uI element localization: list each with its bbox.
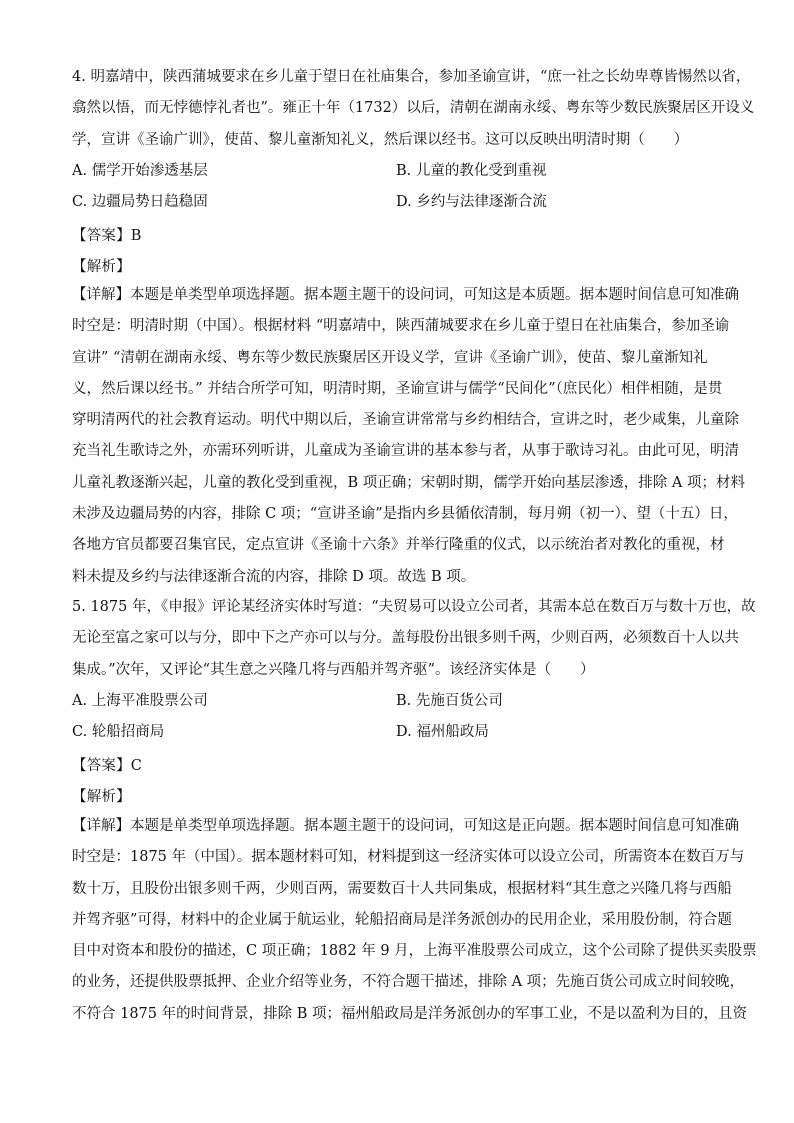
stem-line: 5. 1875 年，《申报》评论某经济实体时写道：“夫贸易可以设立公司者，其需本总在数百万与数十万也，故 [72,599,756,615]
question-4-answer: 【答案】B [72,228,142,244]
stem-line: 集成。”次年，又评论“其生意之兴隆几将与西船并驾齐驱”。该经济实体是（ ） [72,661,595,678]
analysis-line: 宣讲” “清朝在湖南永绥、粤东等少数民族聚居区开设义学，宣讲《圣谕广训》，使苗、黎儿童渐知礼 [72,349,708,366]
question-4-analysis-label: 【解析】 [72,259,131,275]
analysis-line: 并驾齐驱”可得，材料中的企业属于航运业，轮船招商局是洋务派创办的民用企业，采用股份制，符合题 [72,911,732,928]
option-c: C. 轮船招商局 [72,724,165,740]
question-5-analysis [72,811,757,1030]
analysis-line: 不符合 1875 年的时间背景，排除 B 项；福州船政局是洋务派创办的军事工业，不是以盈利为目的，且资 [72,1005,747,1022]
analysis-line: 时空是：1875 年（中国）。据本题材料可知，材料提到这一经济实体可以设立公司，所需资本在数百万与 [72,849,745,866]
analysis-line: 的业务，还提供股票抵押、企业介绍等业务，不符合题干描述，排除 A 项；先施百货公司成立时间较晚， [72,974,745,991]
question-4-stem [72,62,755,156]
option-b: B. 儿童的教化受到重视 [396,163,547,179]
question-5-stem [72,592,756,686]
question-4-options-row-1 [72,156,732,186]
question-5-answer: 【答案】C [72,758,143,774]
analysis-line: 穿明清两代的社会教育运动。明代中期以后，圣谕宣讲常常与乡约相结合，宣讲之时，老少咸集，儿童除 [72,412,739,429]
analysis-line: 数十万，且股份出银多则千两，少则百两，需要数百十人共同集成，根据材料“其生意之兴隆几将与西船 [72,880,732,897]
analysis-line: 儿童礼教逐渐兴起，儿童的教化受到重视，B 项正确；宋朝时期，儒学开始向基层渗透，排除 A 项；材料 [72,474,745,491]
option-a: A. 儒学开始渗透基层 [72,163,208,179]
analysis-line: 料未提及乡约与法律逐渐合流的内容，排除 D 项。故选 B 项。 [72,568,476,585]
analysis-line: 义，然后课以经书。” 并结合所学可知，明清时期，圣谕宣讲与儒学“民间化”（庶民化）相伴相随，是贯 [72,380,723,397]
option-c: C. 边疆局势日趋稳固 [72,194,208,210]
analysis-line: 目中对资本和股份的描述，C 项正确；1882 年 9 月，上海平准股票公司成立，这个公司除了提供买卖股票 [72,943,757,960]
option-d: D. 乡约与法律逐渐合流 [396,194,547,210]
question-4-analysis [72,280,745,593]
analysis-line: 【详解】本题是单类型单项选择题。据本题主题干的设问词，可知这是本质题。据本题时间信息可知准确 [72,287,739,303]
stem-line: 翕然以悟，而无悖德悖礼者也”。雍正十年（1732）以后，清朝在湖南永绥、粤东等少数民族聚居区开设义 [72,100,755,117]
question-5-options-row-1 [72,686,732,716]
stem-line: 无论至富之家可以与分，即中下之产亦可以与分。盖每股份出银多则千两，少则百两，必须数百十人以共 [72,630,739,647]
option-b: B. 先施百货公司 [396,693,503,709]
question-4-options-row-2 [72,187,732,217]
analysis-line: 时空是：明清时期（中国）。根据材料 “明嘉靖中，陕西蒲城要求在乡儿童于望日在社庙集合，参加圣谕 [72,318,730,335]
analysis-line: 【详解】本题是单类型单项选择题。据本题主题干的设问词，可知这是正向题。据本题时间信息可知准确 [72,818,739,834]
option-a: A. 上海平准股票公司 [72,693,208,709]
question-5-options-row-2 [72,717,732,747]
analysis-line: 未涉及边疆局势的内容，排除 C 项；“宣讲圣谕”是指内乡县循依清制，每月朔（初一）、望（十五）日， [72,506,738,523]
question-5-analysis-label: 【解析】 [72,789,131,805]
analysis-line: 各地方官员都要召集官民，定点宣讲《圣谕十六条》并举行隆重的仪式，以示统治者对教化的重视，材 [72,537,725,554]
analysis-line: 充当礼生歌诗之外，亦需环列听讲，儿童成为圣谕宣讲的基本参与者，从事于歌诗习礼。由此可见，明清 [72,443,739,460]
stem-line: 4. 明嘉靖中，陕西蒲城要求在乡儿童于望日在社庙集合，参加圣谕宣讲，“庶一社之长幼卑尊皆惕然以省， [72,69,751,85]
stem-line: 学，宣讲《圣谕广训》，使苗、黎儿童渐知礼义，然后课以经书。这可以反映出明清时期（ ） [72,131,689,148]
option-d: D. 福州船政局 [396,724,489,740]
